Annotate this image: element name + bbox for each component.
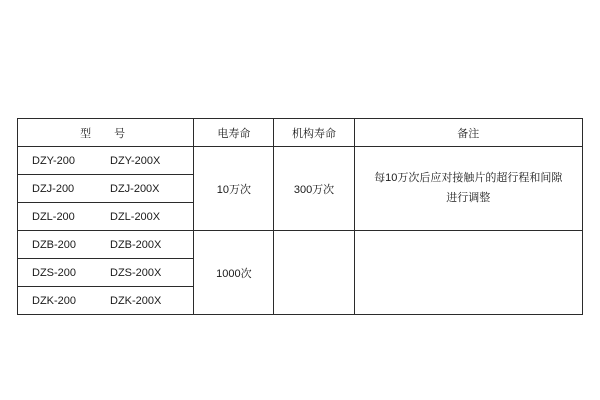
- mechanical-life-value-1: 300万次: [274, 147, 354, 231]
- electrical-life-value-1: 10万次: [194, 147, 274, 231]
- model-code-primary: DZL-200: [32, 210, 75, 223]
- model-cell: [18, 147, 194, 175]
- header-remarks: 备注: [354, 119, 582, 147]
- table-header-row: [18, 119, 583, 147]
- model-code-primary: DZK-200: [32, 294, 77, 307]
- model-code-secondary: DZS-200X: [110, 266, 162, 279]
- model-code-secondary: DZJ-200X: [110, 182, 160, 195]
- table-row: [18, 231, 583, 259]
- model-code-primary: DZJ-200: [32, 182, 75, 195]
- remark-line-1: 每10万次后应对接触片的超行程和间隙: [374, 172, 563, 185]
- model-code-secondary: DZB-200X: [110, 238, 162, 251]
- model-cell: [18, 259, 194, 287]
- spec-table-container: [17, 118, 583, 315]
- header-mechanical-life: 机构寿命: [274, 119, 354, 147]
- model-code-primary: DZY-200: [32, 154, 76, 167]
- electrical-life-value-2: 1000次: [194, 231, 274, 315]
- model-code-primary: DZS-200: [32, 266, 77, 279]
- model-code-primary: DZB-200: [32, 238, 77, 251]
- specification-table: [17, 118, 583, 315]
- model-cell: [18, 287, 194, 315]
- remarks-cell: [354, 147, 582, 231]
- table-row: [18, 147, 583, 175]
- model-cell: [18, 175, 194, 203]
- remark-line-2: 进行调整: [446, 191, 491, 204]
- mechanical-life-value-2: [274, 231, 354, 315]
- model-cell: [18, 231, 194, 259]
- model-code-secondary: DZY-200X: [110, 154, 161, 167]
- header-electrical-life: 电寿命: [194, 119, 274, 147]
- model-cell: [18, 203, 194, 231]
- remarks-cell-empty: [354, 231, 582, 315]
- model-code-secondary: DZK-200X: [110, 294, 162, 307]
- header-model: 型 号: [18, 119, 194, 147]
- model-code-secondary: DZL-200X: [110, 210, 161, 223]
